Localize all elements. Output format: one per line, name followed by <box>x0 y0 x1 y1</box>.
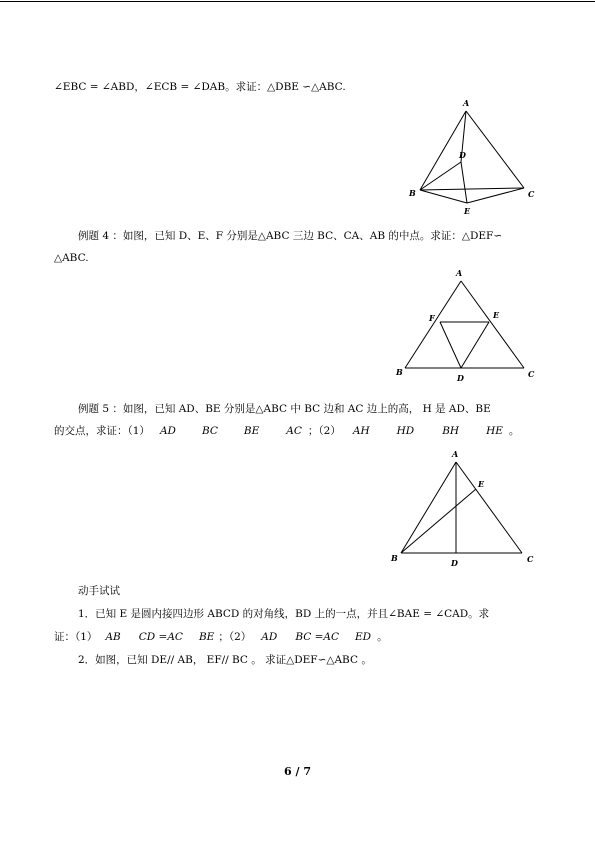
fig1-label-c: C <box>528 189 535 199</box>
problem-3-condition: ∠EBC = ∠ABD，∠ECB = ∠DAB。求证：△DBE ∽△ABC. <box>54 81 346 93</box>
fig2-label-e: E <box>493 310 500 320</box>
practice-q1-line1: 1．已知 E 是圆内接四边形 ABCD 的对角线，BD 上的一点，并且∠BAE = ∠CAD。求 <box>78 608 490 620</box>
example-4-line2: △ABC. <box>54 252 89 264</box>
fig2-label-f: F <box>429 313 435 323</box>
q1-bc-ac: BC =AC <box>295 631 340 643</box>
q1-ad: AD <box>261 631 278 643</box>
q1-text-prefix: 证：（1） <box>54 631 98 643</box>
ex5-hd: HD <box>396 425 415 437</box>
q1-be: BE <box>198 631 215 643</box>
q1-ed: ED <box>355 631 372 643</box>
q1-ab: AB <box>105 631 121 643</box>
ex5-period: 。 <box>508 425 520 437</box>
fig3-label-c: C <box>527 554 534 564</box>
fig3-label-e: E <box>478 479 485 489</box>
ex5-part2: ；（2） <box>307 425 341 437</box>
fig3-label-d: D <box>451 558 458 568</box>
ex5-text-prefix: 的交点，求证：（1） <box>54 425 150 437</box>
example-5-line1: 例题 5 ：如图，已知 AD、BE 分别是△ABC 中 BC 边和 AC 边上的高， H 是 AD、BE <box>78 403 491 415</box>
fig2-label-c: C <box>528 369 535 379</box>
practice-q1-line2 <box>54 630 388 644</box>
fig2-label-d: D <box>457 373 464 383</box>
fig1-label-b: B <box>409 188 416 198</box>
ex5-ac: AC <box>286 425 302 437</box>
ex5-bc: BC <box>201 425 218 437</box>
ex5-bh: BH <box>442 425 460 437</box>
fig3-label-b: B <box>391 553 398 563</box>
ex5-be: BE <box>243 425 260 437</box>
fig1-label-a: A <box>463 98 470 108</box>
ex5-ah: AH <box>352 425 370 437</box>
fig2-label-b: B <box>396 367 403 377</box>
fig2-label-a: A <box>456 268 463 278</box>
page-number: 6 / 7 <box>284 765 311 778</box>
ex5-he: HE <box>486 425 503 437</box>
practice-q2: 2．如图，已知 DE// AB， EF// BC 。 求证△DEF∽△ABC 。 <box>78 654 372 666</box>
ex5-ad: AD <box>159 425 176 437</box>
practice-title: 动手试试 <box>78 585 120 597</box>
example-4-line1: 例题 4 ：如图，已知 D、E、F 分别是△ABC 三边 BC、CA、AB 的中点。求证：△DEF∽ <box>78 230 503 242</box>
q1-period: 。 <box>377 631 388 643</box>
fig3-label-a: A <box>452 449 459 459</box>
q1-cd-ac: CD =AC <box>138 631 183 643</box>
fig1-label-e: E <box>464 206 471 216</box>
q1-part2: ；（2） <box>218 631 252 643</box>
fig1-label-d: D <box>459 150 466 160</box>
